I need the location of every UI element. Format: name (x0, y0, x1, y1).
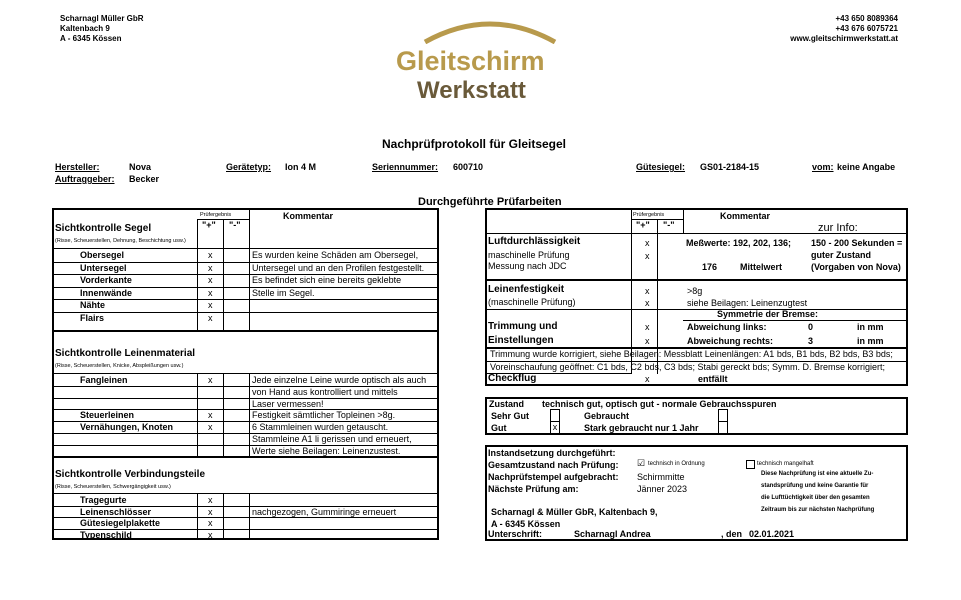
luft-mittel-val: 176 (702, 262, 718, 272)
verbind-title: Sichtkontrolle Verbindungsteile (55, 469, 206, 480)
note-1: Trimmung wurde korrigiert, siehe Beilagen: Messblatt Leinenlängen: A1 bds, B1 bds, B2 bds, B3 bds; (490, 349, 893, 359)
luft-mittel: Mittelwert (740, 262, 783, 272)
trimm-x-1: x (645, 322, 650, 332)
website: www.gleitschirmwerkstatt.at (790, 34, 898, 43)
row-result-mark: x (208, 300, 213, 310)
row-result-mark: x (208, 495, 213, 505)
row-comment: Stammleine A1 li gerissen und erneuert, (252, 434, 412, 444)
leinen-title: Sichtkontrolle Leinenmaterial (55, 348, 196, 359)
segel-title: Sichtkontrolle Segel (55, 223, 152, 234)
row-result-mark: x (208, 410, 213, 421)
festig-title: Leinenfestigkeit (488, 284, 565, 295)
festig-x-2: x (645, 298, 650, 308)
luft-info-1: 150 - 200 Sekunden = (811, 238, 903, 248)
row-result-mark: x (208, 250, 213, 260)
trimm-title-2: Einstellungen (488, 335, 554, 346)
luft-x-2: x (645, 251, 650, 261)
next-check-value: Jänner 2023 (637, 484, 688, 494)
right-minus: "-" (663, 220, 675, 230)
row-label: Vernähungen, Knoten (80, 422, 174, 433)
company-city: A - 6345 Kössen (60, 34, 122, 43)
row-result-mark: x (208, 312, 213, 323)
date-sep: , den (721, 529, 743, 539)
checkflug-x: x (645, 374, 650, 384)
row-comment: von Hand aus kontrolliert und mittels (252, 386, 398, 397)
luft-sub-1: maschinelle Prüfung (488, 250, 570, 260)
serial-label: Seriennummer: (372, 162, 439, 172)
luft-info-2: guter Zustand (811, 250, 871, 260)
trimm-right-val: 3 (808, 336, 814, 346)
row-comment: Festigkeit sämtlicher Topleinen >8g. (252, 410, 396, 421)
row-comment: Jede einzelne Leine wurde optisch als auch (252, 375, 427, 385)
address-1: Scharnagl & Müller GbR, Kaltenbach 9, (491, 507, 658, 517)
row-label: Flairs (80, 312, 105, 323)
right-result-label: Prüfergebnis (633, 212, 665, 218)
festig-c1: >8g (687, 286, 703, 296)
stamp-label: Nachprüfstempel aufgebracht: (488, 472, 619, 482)
stamp-value: Schirmmitte (637, 472, 685, 482)
row-result-mark: x (208, 287, 213, 298)
trimm-left-unit: in mm (857, 322, 884, 332)
signature-name: Scharnagl Andrea (574, 529, 651, 539)
checkflug-val: entfällt (698, 374, 728, 384)
condition-used: Gebraucht (584, 411, 630, 421)
luft-x-1: x (645, 238, 650, 248)
row-comment: Stelle im Segel. (252, 287, 315, 298)
row-label: Obersegel (80, 250, 125, 260)
row-comment: Werte siehe Beilagen: Leinenzustest. (252, 445, 401, 456)
date-from-label: vom: (812, 162, 834, 172)
row-result-mark: x (208, 506, 213, 517)
row-label: Untersegel (80, 262, 127, 273)
trimm-right-label: Abweichung rechts: (687, 336, 774, 346)
verbind-sub: (Risse, Scheuerstellen, Schwergängigkeit usw.) (55, 484, 171, 490)
row-comment: Untersegel und an den Profilen festgestellt. (252, 262, 425, 273)
device-type-label: Gerätetyp: (226, 162, 272, 172)
repair-title: Instandsetzung durchgeführt: (488, 448, 616, 458)
seal-value: GS01-2184-15 (700, 162, 760, 172)
ok-checkbox[interactable]: ☑ (637, 458, 646, 468)
festig-c2: siehe Beilagen: Leinenzugtest (687, 298, 808, 308)
row-comment: Es befindet sich eine bereits geklebte (252, 275, 402, 285)
condition-heavy: Stark gebraucht nur 1 Jahr (584, 423, 699, 433)
company-name: Scharnagl Müller GbR (60, 14, 144, 23)
segel-sub: (Risse, Scheuerstellen, Dehnung, Beschichtung usw.) (55, 238, 186, 244)
trimm-x-2: x (645, 336, 650, 346)
logo-text-2: Werkstatt (417, 77, 526, 104)
luft-info-3: (Vorgaben von Nova) (811, 262, 901, 272)
right-comment-header: Kommentar (720, 211, 771, 221)
date-from-value: keine Angabe (837, 162, 896, 172)
row-label: Innenwände (80, 287, 133, 298)
row-label: Vorderkante (80, 275, 132, 285)
logo-text-1: Gleitschirm (396, 46, 545, 76)
condition-good: Gut (491, 423, 507, 433)
festig-x-1: x (645, 286, 650, 296)
client-label: Auftraggeber: (55, 174, 115, 184)
condition-very-good: Sehr Gut (491, 411, 530, 421)
address-2: A - 6345 Kössen (491, 519, 561, 529)
defect-label: technisch mangelhaft (757, 461, 814, 467)
left-result-label: Prüfergebnis (200, 212, 232, 218)
condition-label: Zustand (489, 399, 524, 409)
section-title: Durchgeführte Prüfarbeiten (418, 196, 562, 208)
luft-mess: Meßwerte: 192, 202, 136; (686, 238, 792, 248)
condition-desc: technisch gut, optisch gut - normale Gebrauchsspuren (542, 399, 777, 409)
company-street: Kaltenbach 9 (60, 24, 110, 33)
trimm-left-val: 0 (808, 322, 814, 332)
row-result-mark: x (208, 518, 213, 528)
row-label: Fangleinen (80, 375, 128, 385)
right-plus: "+" (636, 220, 650, 230)
manufacturer-label: Hersteller: (55, 162, 100, 172)
row-result-mark: x (208, 529, 213, 540)
row-comment: nachgezogen, Gummiringe erneuert (252, 506, 397, 517)
heavy-used-checkbox[interactable] (718, 421, 728, 434)
festig-sub: (maschinelle Prüfung) (488, 297, 576, 307)
phone-1: +43 650 8089364 (835, 14, 898, 23)
signature-label: Unterschrift: (488, 529, 543, 539)
row-result-mark: x (208, 262, 213, 273)
row-label: Nähte (80, 300, 106, 310)
defect-checkbox[interactable] (746, 460, 755, 469)
trimm-right-unit: in mm (857, 336, 884, 346)
good-checkbox[interactable]: x (550, 421, 560, 434)
note-2: Voreinschaufung geöffnet: C1 bds, C2 bds, C3 bds; Stabi gereckt bds; Symm. D. Bremse korrigiert; (490, 362, 886, 372)
phone-2: +43 676 6075721 (835, 24, 898, 33)
row-label: Leinenschlösser (80, 506, 152, 517)
symmetrie-label: Symmetrie der Bremse: (717, 309, 819, 319)
ok-label: technisch in Ordnung (648, 461, 705, 467)
row-label: Gütesiegelplakette (80, 518, 161, 528)
row-result-mark: x (208, 375, 213, 385)
left-minus: "-" (229, 220, 241, 230)
next-check-label: Nächste Prüfung am: (488, 484, 579, 494)
disclaimer-3: die Lufttüchtigkeit über den gesamten (761, 495, 870, 501)
disclaimer-4: Zeitraum bis zur nächsten Nachprüfung (761, 507, 875, 513)
row-label: Steuerleinen (80, 410, 135, 421)
row-result-mark: x (208, 275, 213, 285)
document-title: Nachprüfprotokoll für Gleitsegel (382, 137, 567, 151)
seal-label: Gütesiegel: (636, 162, 686, 172)
overall-label: Gesamtzustand nach Prüfung: (488, 460, 619, 470)
device-type-value: Ion 4 M (285, 162, 316, 172)
trimm-left-label: Abweichung links: (687, 322, 767, 332)
row-comment: 6 Stammleinen wurden getauscht. (252, 422, 389, 433)
leinen-sub: (Risse, Scheuerstellen, Knicke, Abspleißungen usw.) (55, 363, 184, 369)
info-header: zur Info: (818, 222, 858, 234)
left-plus: "+" (202, 220, 216, 230)
trimm-title-1: Trimmung und (488, 321, 558, 332)
serial-value: 600710 (453, 162, 484, 172)
row-result-mark: x (208, 422, 213, 433)
logo-arc (420, 14, 560, 44)
row-label: Typenschild (80, 529, 132, 540)
row-comment: Laser vermessen! (252, 398, 324, 409)
signature-date: 02.01.2021 (749, 529, 795, 539)
client-value: Becker (129, 174, 160, 184)
left-comment-header: Kommentar (283, 211, 334, 221)
disclaimer-1: Diese Nachprüfung ist eine aktuelle Zu- (761, 471, 874, 477)
manufacturer-value: Nova (129, 162, 152, 172)
luft-sub-2: Messung nach JDC (488, 261, 567, 271)
disclaimer-2: standsprüfung und keine Garantie für (761, 483, 869, 489)
checkflug-title: Checkflug (488, 373, 537, 384)
row-label: Tragegurte (80, 495, 127, 505)
row-comment: Es wurden keine Schäden am Obersegel, (252, 250, 419, 260)
luft-title: Luftdurchlässigkeit (488, 236, 581, 247)
